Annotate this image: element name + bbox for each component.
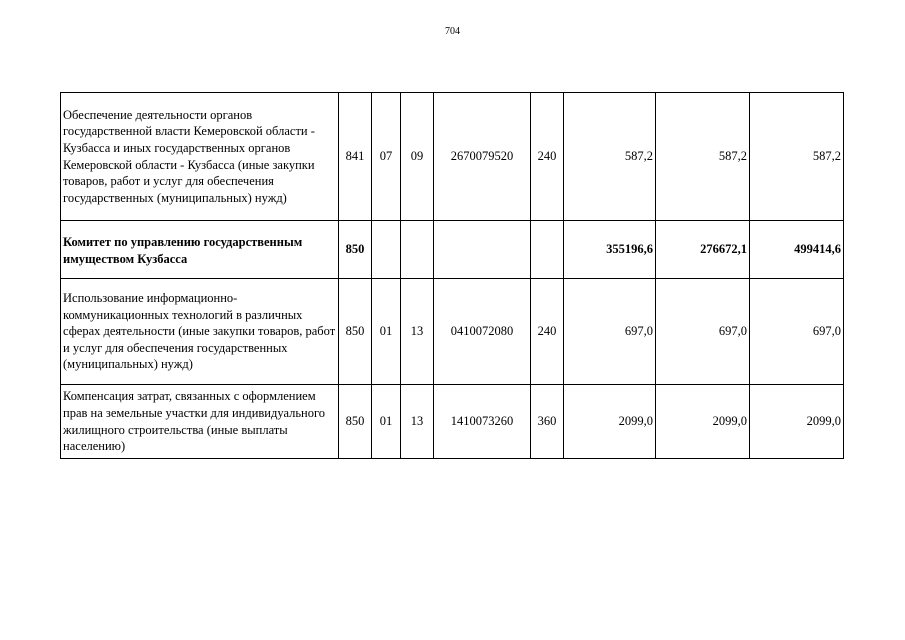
ministry-code: 850 <box>339 221 372 279</box>
amount-1: 2099,0 <box>564 385 656 459</box>
amount-1: 697,0 <box>564 279 656 385</box>
section-code <box>372 221 401 279</box>
expense-type-code: 240 <box>531 279 564 385</box>
ministry-code: 841 <box>339 93 372 221</box>
section-code: 01 <box>372 385 401 459</box>
expense-type-code: 240 <box>531 93 564 221</box>
amount-3: 499414,6 <box>750 221 844 279</box>
section-code: 07 <box>372 93 401 221</box>
row-description: Комитет по управлению государственным имуществом Кузбасса <box>61 221 339 279</box>
expense-type-code <box>531 221 564 279</box>
target-article-code: 0410072080 <box>434 279 531 385</box>
budget-table <box>60 92 844 459</box>
page-number: 704 <box>445 26 460 37</box>
amount-1: 355196,6 <box>564 221 656 279</box>
subsection-code: 13 <box>401 385 434 459</box>
ministry-code: 850 <box>339 385 372 459</box>
section-code: 01 <box>372 279 401 385</box>
target-article-code: 2670079520 <box>434 93 531 221</box>
target-article-code <box>434 221 531 279</box>
ministry-code: 850 <box>339 279 372 385</box>
row-description: Использование информационно-коммуникационных технологий в различных сферах деятельности (иные закупки товаров, работ и услуг для обеспечения государственных (муниципальных) нужд) <box>61 279 339 385</box>
amount-3: 2099,0 <box>750 385 844 459</box>
amount-2: 276672,1 <box>656 221 750 279</box>
row-description: Обеспечение деятельности органов государственной власти Кемеровской области - Кузбасса и иных государственных органов Кемеровской области - Кузбасса (иные закупки товаров, работ и услуг для обеспечения государственных (муниципальных) нужд) <box>61 93 339 221</box>
table-row <box>61 93 844 221</box>
table-row <box>61 279 844 385</box>
subsection-code <box>401 221 434 279</box>
subsection-code: 09 <box>401 93 434 221</box>
table-row <box>61 385 844 459</box>
table-row <box>61 221 844 279</box>
amount-1: 587,2 <box>564 93 656 221</box>
amount-2: 2099,0 <box>656 385 750 459</box>
amount-2: 697,0 <box>656 279 750 385</box>
subsection-code: 13 <box>401 279 434 385</box>
amount-3: 697,0 <box>750 279 844 385</box>
expense-type-code: 360 <box>531 385 564 459</box>
amount-2: 587,2 <box>656 93 750 221</box>
amount-3: 587,2 <box>750 93 844 221</box>
target-article-code: 1410073260 <box>434 385 531 459</box>
row-description: Компенсация затрат, связанных с оформлением прав на земельные участки для индивидуального жилищного строительства (иные выплаты населению) <box>61 385 339 459</box>
